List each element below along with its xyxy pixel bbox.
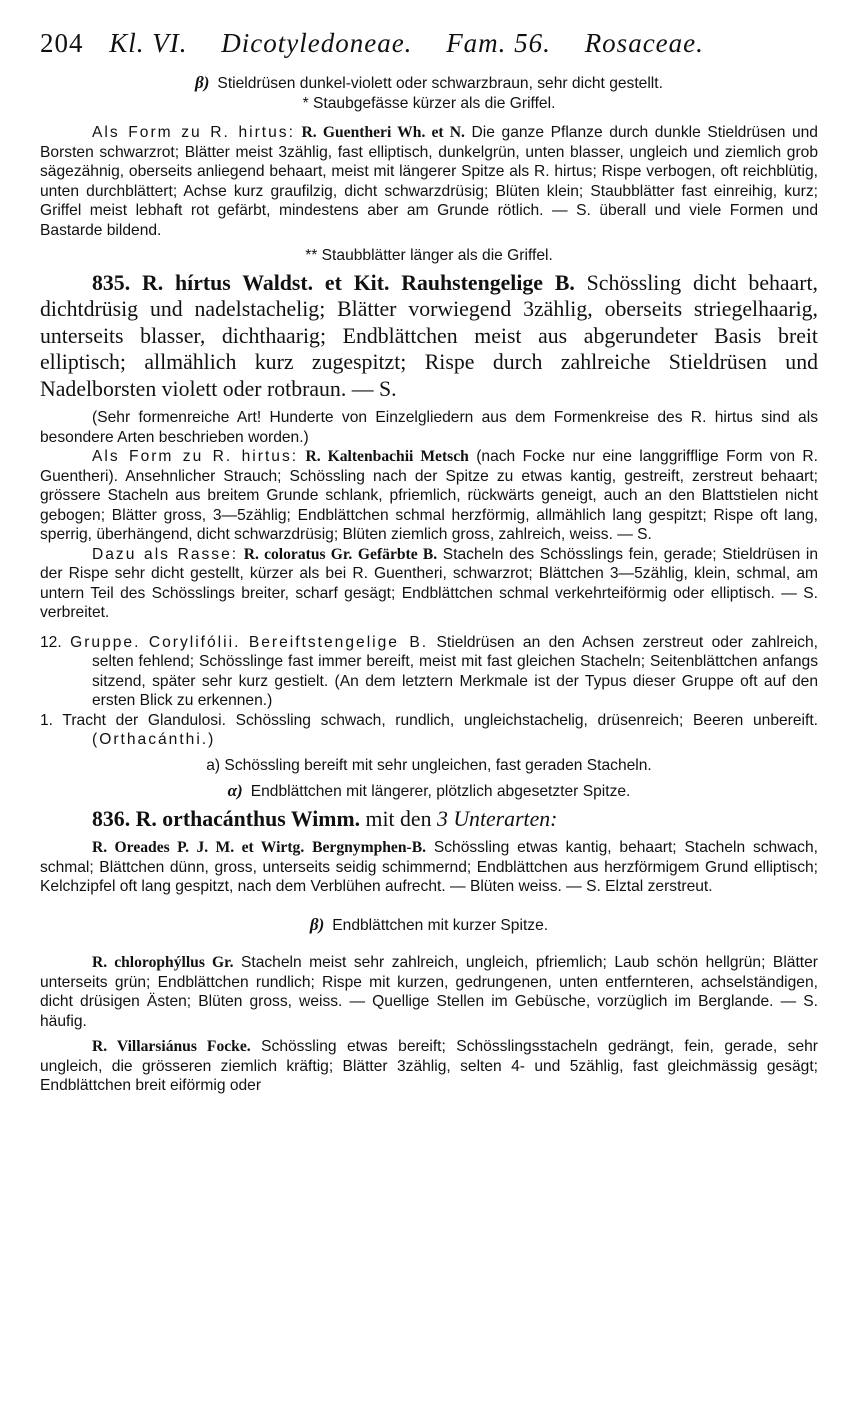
alpha-marker: α) — [227, 781, 243, 800]
taxon-name: R. Villarsiánus Focke. — [92, 1038, 251, 1055]
taxon-name: R. chlorophýllus Gr. — [92, 954, 234, 971]
tracht-name: (Orthacánthi.) — [92, 731, 216, 748]
species-835 — [40, 270, 818, 403]
star-heading-1: * Staubgefässe kürzer als die Griffel. — [302, 94, 556, 112]
taxon-name: R. Guentheri Wh. et N. — [301, 124, 465, 141]
paragraph-kaltenbachii — [40, 447, 818, 545]
species-836 — [40, 806, 818, 833]
species-name: R. orthacánthus Wimm. — [135, 806, 361, 831]
header-gruppe: Dicotyledoneae. — [221, 28, 413, 58]
taxon-common-name: Gefärbte B. — [357, 545, 438, 563]
species-subtitle: 3 Unterarten: — [436, 806, 558, 831]
gruppe-12 — [40, 633, 818, 711]
species-description: Schössling dicht behaart, dichtdrüsig und nadelstachelig; Blätter vorwiegend 3zählig, oberseits striegelhaarig, unterseits blasser, dichthaarig; Endblättchen meist aus abgerundeter Basis breit elliptisch; allmählich kurz zugespitzt; Rispe durch zahlreiche Stieldrüsen und Nadelborsten violett oder rotbraun. — S. — [40, 270, 819, 401]
rasse-lead: Dazu als Rasse: — [92, 545, 239, 563]
page-header — [40, 28, 818, 59]
paragraph-text: Stacheln meist sehr zahlreich, ungleich, pfriemlich; Laub schön hellgrün; Blätter unterseits grün; Endblättchen rundlich; Rispe mit kurzen, gedrungenen, unten entfernteren, achselständigen, dicht drüsigen Ästen; Blüten gross, weiss. — Quellige Stellen im Gebüsche, vorzüglich im Berglande. — S. häufig. — [40, 954, 818, 1030]
alpha-heading — [40, 781, 818, 802]
paragraph-guentheri — [40, 123, 818, 240]
species-name: R. hírtus Waldst. et Kit. — [142, 270, 390, 295]
paragraph-text: (nach Focke nur eine langgrifflige Form von R. Guentheri). Ansehnlicher Strauch; Schössling nach der Spitze zu etwas kantig, gestreift, zerstreut behaart; grössere Stacheln aus breitem Grunde schlank, pfriemlich, rückwärts geneigt, auch an den Blattstielen nicht gebogen; Blätter gross, 3—5zählig; Endblättchen schmal herzförmig, allmählich lang gespitzt; Rispe oft lang, sperrig, überhängend, dicht schwarzdrüsig; Blüten ziemlich gross, zahlreich, weiss. — S. — [40, 448, 818, 543]
paragraph-oreades — [40, 838, 818, 897]
species-common-name: Rauhstengelige B. — [401, 270, 575, 295]
header-fam: Fam. 56. — [446, 28, 551, 58]
form-lead: Als Form zu R. hirtus: — [92, 124, 295, 141]
taxon-name: R. Oreades P. J. M. et Wirtg. — [92, 839, 305, 856]
species-number: 835. — [92, 270, 131, 295]
taxon-name: R. Kaltenbachii Metsch — [305, 448, 469, 465]
paragraph-text: Schössling etwas kantig, behaart; Stacheln schwach, schmal; Blättchen dünn, gross, unterseits seidig schimmernd; Endblättchen aus herzförmigem Grund elliptisch; Kelchzipfel oft lang gespitzt, nach dem Verblühen aufrecht. — Blüten weiss. — S. Elztal zerstreut. — [40, 839, 818, 895]
form-lead: Als Form zu R. hirtus: — [92, 448, 299, 465]
beta-heading-1 — [40, 73, 818, 94]
header-familie: Rosaceae. — [584, 28, 704, 58]
a-heading: a) Schössling bereift mit sehr ungleichen, fast geraden Stacheln. — [206, 756, 652, 774]
tracht-1 — [40, 711, 818, 750]
alpha-text: Endblättchen mit längerer, plötzlich abgesetzter Spitze. — [250, 783, 631, 800]
paragraph-coloratus — [40, 545, 818, 623]
species-number: 836. — [92, 806, 131, 831]
paragraph-text: Die ganze Pflanze durch dunkle Stieldrüsen und Borsten schwarzrot; Blätter meist 3zählig, fast elliptisch, dunkelgrün, unten blasser, ungleich und ziemlich grob sägezähnig, oberseits anliegend behaart, meist mit längerer Spitze als R. hirtus; Rispe verbogen, oft reichblütig, unten durchblättert; Achse kurz graufilzig, dicht schwarzdrüsig; Blüten klein; Staubblätter fast einreihig, kurz; Griffel meist lebhaft rot gefärbt, mindestens aber am Grunde rötlich. — S. überall und viele Formen und Bastarde bildend. — [40, 124, 818, 239]
paragraph-text: Stacheln des Schösslings fein, gerade; Stieldrüsen in der Rispe sehr dicht gestellt, kürzer als bei R. Guentheri, schwarzrot; Blättchen 3—5zählig, klein, schmal, am untern Teil des Schösslings breiter, scharf gesägt; Endblättchen schmal verkehrteiförmig oder elliptisch. — S. verbreitet. — [40, 545, 818, 621]
page-number: 204 — [40, 28, 84, 58]
beta-text: Endblättchen mit kurzer Spitze. — [332, 916, 549, 934]
species-mid: mit den — [365, 806, 432, 831]
gruppe-name: Corylifólii. — [148, 633, 241, 651]
beta-marker: β) — [309, 914, 325, 934]
beta-text: Stieldrüsen dunkel-violett oder schwarzbraun, sehr dicht gestellt. — [217, 75, 663, 92]
gruppe-label: Gruppe. — [70, 633, 141, 651]
note-835: (Sehr formenreiche Art! Hunderte von Einzelgliedern aus dem Formenkreise des R. hirtus sind als besondere Arten beschrieben worden.) — [40, 409, 818, 446]
beta-heading-2 — [40, 915, 818, 936]
paragraph-villarsianus — [40, 1037, 818, 1096]
tracht-number: 1. — [40, 711, 54, 729]
beta-marker: β) — [195, 73, 210, 92]
book-page — [40, 28, 818, 1096]
paragraph-text: Schössling etwas bereift; Schösslingsstacheln gedrängt, fein, gerade, sehr ungleich, die grösseren ziemlich kräftig; Blätter 3zählig, selten 4- und 5zählig, fast gleichmässig gesägt; Endblättchen breit eiförmig oder — [40, 1038, 818, 1094]
star-heading-2: ** Staubblätter länger als die Griffel. — [305, 247, 553, 264]
gruppe-number: 12. — [40, 633, 62, 651]
gruppe-text: Stieldrüsen an den Achsen zerstreut oder zahlreich, selten fehlend; Schösslinge fast immer bereift, meist mit fast gleichen Stacheln; Seitenblättchen anfangs sitzend, später sehr kurz gestielt. (An dem letztern Merkmale ist der Typus dieser Gruppe oft auf den ersten Blick zu erkennen.) — [92, 633, 818, 709]
header-klasse: Kl. VI. — [109, 28, 188, 58]
paragraph-chlorophyllus — [40, 953, 818, 1031]
tracht-text: Tracht der Glandulosi. Schössling schwach, rundlich, ungleichstachelig, drüsenreich; Beeren unbereift. — [62, 711, 818, 729]
taxon-name: R. coloratus Gr. — [243, 545, 353, 563]
gruppe-common-name: Bereiftstengelige B. — [248, 633, 429, 651]
taxon-common-name: Bergnymphen-B. — [312, 839, 427, 856]
